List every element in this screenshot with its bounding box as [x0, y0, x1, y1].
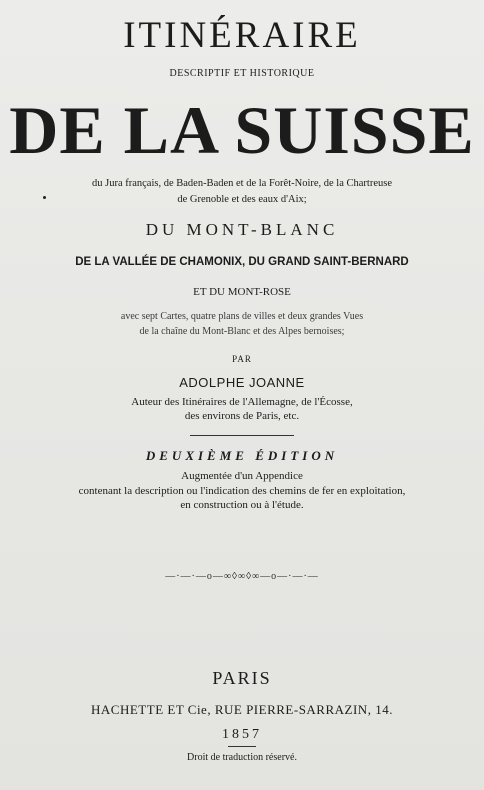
author-credit-1: Auteur des Itinéraires de l'Allemagne, de l'Écosse, — [131, 396, 353, 408]
coverage-mont-rose: ET DU MONT-ROSE — [193, 286, 291, 298]
edition-label: DEUXIÈME ÉDITION — [145, 448, 339, 463]
subtitle-descriptif: DESCRIPTIF ET HISTORIQUE — [169, 68, 315, 79]
divider-rule — [190, 435, 294, 436]
edition-line-1: Augmentée d'un Appendice — [181, 470, 303, 482]
author-name: ADOLPHE JOANNE — [179, 375, 305, 390]
title-de-la-suisse: DE LA SUISSE — [9, 92, 475, 168]
imprint-year: 1857 — [222, 727, 262, 742]
ornament-rule: —·—·—o—∞◊∞◊∞—o—·—·— — [165, 571, 319, 582]
coverage-chamonix: DE LA VALLÉE DE CHAMONIX, DU GRAND SAINT-BERNARD — [75, 256, 409, 268]
imprint-publisher: HACHETTE ET Cie, RUE PIERRE-SARRAZIN, 14. — [91, 702, 393, 717]
title-itineraire: ITINÉRAIRE — [123, 15, 361, 56]
imprint-rights: Droit de traduction réservé. — [187, 752, 297, 763]
maps-line-1: avec sept Cartes, quatre plans de villes et deux grandes Vues — [120, 311, 364, 322]
edition-line-2: contenant la description ou l'indication des chemins de fer en exploitation, — [78, 485, 406, 497]
imprint-city: PARIS — [212, 668, 272, 688]
author-credit-2: des environs de Paris, etc. — [184, 410, 300, 422]
edition-line-3: en construction ou à l'étude. — [180, 499, 304, 511]
coverage-line-2: de Grenoble et des eaux d'Aix; — [177, 194, 307, 205]
coverage-line-1: du Jura français, de Baden-Baden et de la Forêt-Noire, de la Chartreuse — [91, 178, 392, 189]
year-underline — [228, 746, 256, 747]
coverage-mont-blanc: DU MONT-BLANC — [145, 220, 339, 239]
maps-line-2: de la chaîne du Mont-Blanc et des Alpes bernoises; — [139, 326, 345, 337]
author-by: PAR — [232, 354, 252, 364]
